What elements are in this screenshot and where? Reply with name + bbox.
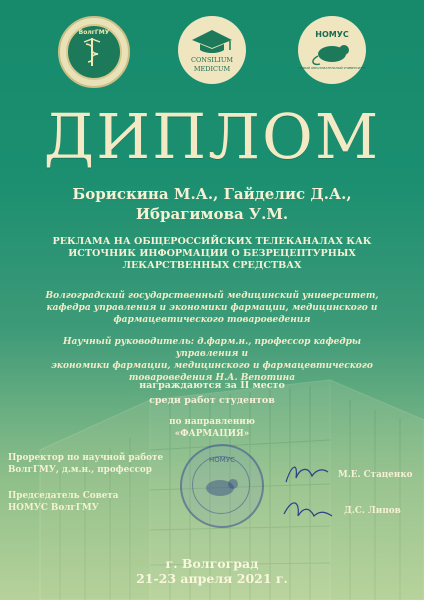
recipient-names xyxy=(0,184,424,224)
footer-city: г. Волгоград xyxy=(165,556,259,571)
stamp-rat-icon xyxy=(180,444,260,524)
diploma-title: ДИПЛОМ xyxy=(43,100,381,173)
nomus-subtext: НОВЫЙ ОБРАЗОВАТЕЛЬНЫЙ УНИВЕРСИТЕТ xyxy=(298,66,366,70)
signatory-2-line-2: НОМУС ВолгГМУ xyxy=(8,503,99,513)
supervisor-line-1: Научный руководитель: д.фарм.н., профессор кафедры управления и xyxy=(62,337,362,359)
signature-1 xyxy=(282,458,332,488)
direction-text xyxy=(0,416,424,440)
topic-line-1: РЕКЛАМА НА ОБЩЕРОССИЙСКИХ ТЕЛЕКАНАЛАХ КАК xyxy=(52,236,372,247)
signatory-1-name: М.Е. Стаценко xyxy=(338,470,413,480)
medicum-text: MEDICUM xyxy=(193,65,231,73)
supervisor-line-3: товароведения Н.А. Вепотина xyxy=(128,373,296,383)
award-text xyxy=(0,378,424,408)
nomus-stamp xyxy=(180,444,264,528)
supervisor-info xyxy=(36,336,388,384)
caduceus-icon xyxy=(66,24,118,76)
work-topic xyxy=(40,236,384,272)
direction-line-2: «ФАРМАЦИЯ» xyxy=(174,429,250,439)
university-line-1: Волгоградский государственный медицинский университет, xyxy=(45,291,379,301)
graduation-cap-icon xyxy=(178,16,246,84)
nomus-logo-text: НОМУС xyxy=(315,30,349,39)
consilium-text: CONSILIUM xyxy=(190,56,234,64)
direction-line-1: по направлению xyxy=(169,417,255,427)
names-line-1: Борискина М.А., Гайделис Д.А., xyxy=(72,185,352,203)
signatory-2-line-1: Председатель Совета xyxy=(8,491,119,501)
award-line-2: среди работ студентов xyxy=(149,395,275,406)
volggmu-logo-text: ВолгГМУ xyxy=(78,29,110,36)
signature-2 xyxy=(280,494,336,524)
signatory-2-title xyxy=(8,490,118,514)
footer-dates: 21-23 апреля 2021 г. xyxy=(136,571,288,586)
stamp-text: НОМУС xyxy=(209,456,235,464)
volggmu-logo xyxy=(58,16,130,88)
topic-line-3: ЛЕКАРСТВЕННЫХ СРЕДСТВАХ xyxy=(122,260,302,271)
university-line-3: фармацевтического товароведения xyxy=(113,315,311,325)
nomus-logo xyxy=(298,16,366,84)
topic-line-2: ИСТОЧНИК ИНФОРМАЦИИ О БЕЗРЕЦЕПТУРНЫХ xyxy=(68,248,356,259)
signatory-2-name: Д.С. Липов xyxy=(344,506,401,516)
university-info xyxy=(40,290,384,326)
footer-place-date xyxy=(0,556,424,586)
university-line-2: кафедра управления и экономики фармации, медицинского и xyxy=(46,303,378,313)
names-line-2: Ибрагимова У.М. xyxy=(135,205,289,223)
award-line-1: награждаются за II место xyxy=(139,380,285,391)
signatory-1-title xyxy=(8,452,163,476)
rat-icon xyxy=(298,16,366,84)
signatory-1-line-1: Проректор по научной работе xyxy=(8,453,164,463)
consilium-medicum-logo xyxy=(178,16,246,84)
supervisor-line-2: экономики фармации, медицинского и фармацевтического xyxy=(51,361,373,371)
signatory-1-line-2: ВолгГМУ, д.м.н., профессор xyxy=(8,465,152,475)
